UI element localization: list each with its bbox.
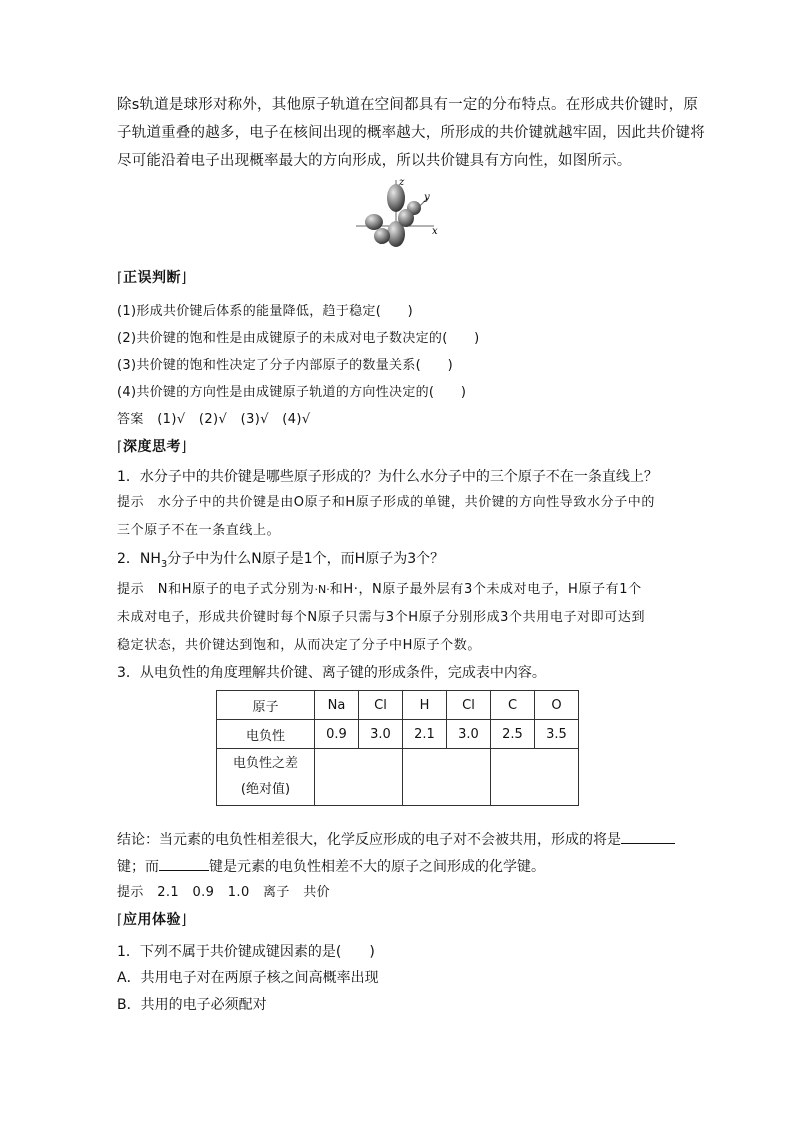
hint-3: 提示 2.1 0.9 1.0 离子 共价 <box>117 885 331 900</box>
judge-item: (2)共价键的饱和性是由成键原子的未成对电子数决定的( ) <box>117 331 480 346</box>
table-cell: 3.5 <box>535 720 579 749</box>
hint-line: 稳定状态，共价键达到饱和，从而决定了分子中H原子个数。 <box>117 638 481 653</box>
table-row <box>217 720 579 749</box>
table-cell-blank[interactable] <box>315 749 403 806</box>
judge-item: (1)形成共价键后体系的能量降低，趋于稳定( ) <box>117 304 414 319</box>
section-title-think: ⌈深度思考⌋ <box>117 439 187 455</box>
section-title-judge: ⌈正误判断⌋ <box>117 270 187 286</box>
table-row <box>217 691 579 720</box>
option-b[interactable]: B．共用的电子必须配对 <box>117 997 267 1013</box>
table-cell: Na <box>315 691 359 720</box>
x-axis-label: x <box>432 226 438 237</box>
apply-question-1: 1．下列不属于共价键成键因素的是( ) <box>117 944 375 960</box>
hint-line: 三个原子不在一条直线上。 <box>117 523 281 538</box>
hint-line: 提示 水分子中的共价键是由O原子和H原子形成的单键，共价键的方向性导致水分子中的 <box>117 495 656 510</box>
section-title-text: 正误判断 <box>122 270 181 286</box>
section-title-text: 深度思考 <box>122 439 181 455</box>
judge-item: (4)共价键的方向性是由成键原子轨道的方向性决定的( ) <box>117 385 467 400</box>
orbital-lobe <box>374 228 390 244</box>
hint-line: 提示 N和H原子的电子式分别为·N·和H·，N原子最外层有3个未成对电子，H原子有1个 <box>117 582 642 597</box>
orbital-lobe <box>398 209 414 227</box>
p-orbital-figure <box>352 176 442 256</box>
answer-blank[interactable] <box>159 856 209 871</box>
hint-1 <box>117 489 682 545</box>
table-cell: 2.1 <box>403 720 447 749</box>
question-1: 1．水分子中的共价键是哪些原子形成的？为什么水分子中的三个原子不在一条直线上？ <box>117 469 658 485</box>
section-title-text: 应用体验 <box>122 912 181 928</box>
table-cell-blank[interactable] <box>403 749 491 806</box>
table-cell: H <box>403 691 447 720</box>
table-cell: 电负性之差 (绝对值) <box>217 749 315 806</box>
table-cell: 2.5 <box>491 720 535 749</box>
judge-item: (3)共价键的饱和性决定了分子内部原子的数量关系( ) <box>117 358 453 373</box>
z-axis-label: z <box>399 177 405 188</box>
orbital-lobe <box>387 184 405 212</box>
table-cell: 原子 <box>217 691 315 720</box>
table-cell: 3.0 <box>447 720 491 749</box>
orbital-lobe <box>365 214 383 230</box>
intro-paragraph <box>117 91 705 175</box>
intro-line: 除s轨道是球形对称外，其他原子轨道在空间都具有一定的分布特点。在形成共价键时，原 <box>117 97 699 113</box>
table-cell: Cl <box>359 691 403 720</box>
table-cell: 3.0 <box>359 720 403 749</box>
table-cell-blank[interactable] <box>491 749 579 806</box>
answer-blank[interactable] <box>621 829 675 844</box>
intro-line: 尽可能沿着电子出现概率最大的方向形成，所以共价键具有方向性，如图所示。 <box>117 153 632 169</box>
y-axis-label: y <box>424 192 430 203</box>
option-a[interactable]: A．共用电子对在两原子核之间高概率出现 <box>117 970 379 986</box>
hint-line: 未成对电子，形成共价键时每个N原子只需与3个H原子分别形成3个共用电子对即可达到 <box>117 610 646 625</box>
n-electron-dot: ·N· <box>314 583 330 596</box>
electronegativity-table <box>216 690 579 806</box>
hint-2 <box>117 576 682 660</box>
table-cell: 电负性 <box>217 720 315 749</box>
table-cell: Cl <box>447 691 491 720</box>
table-row <box>217 749 579 806</box>
judge-answer: 答案 (1)√ (2)√ (3)√ (4)√ <box>117 412 311 427</box>
section-title-apply: ⌈应用体验⌋ <box>117 912 187 928</box>
question-2: 2．$NH_3$分子中为什么N原子是1个，而H原子为3个？ <box>117 551 445 570</box>
conclusion-line-2: 键；而 键是元素的电负性相差不大的原子之间形成的化学键。 <box>117 856 545 876</box>
question-3: 3．从电负性的角度理解共价键、离子键的形成条件，完成表中内容。 <box>117 665 546 681</box>
table-cell: C <box>491 691 535 720</box>
table-cell: 0.9 <box>315 720 359 749</box>
table-cell: O <box>535 691 579 720</box>
intro-line: 子轨道重叠的越多，电子在核间出现的概率越大，所形成的共价键就越牢固，因此共价键将 <box>117 125 705 141</box>
conclusion-line-1: 结论：当元素的电负性相差很大，化学反应形成的电子对不会被共用，形成的将是 <box>117 829 675 849</box>
